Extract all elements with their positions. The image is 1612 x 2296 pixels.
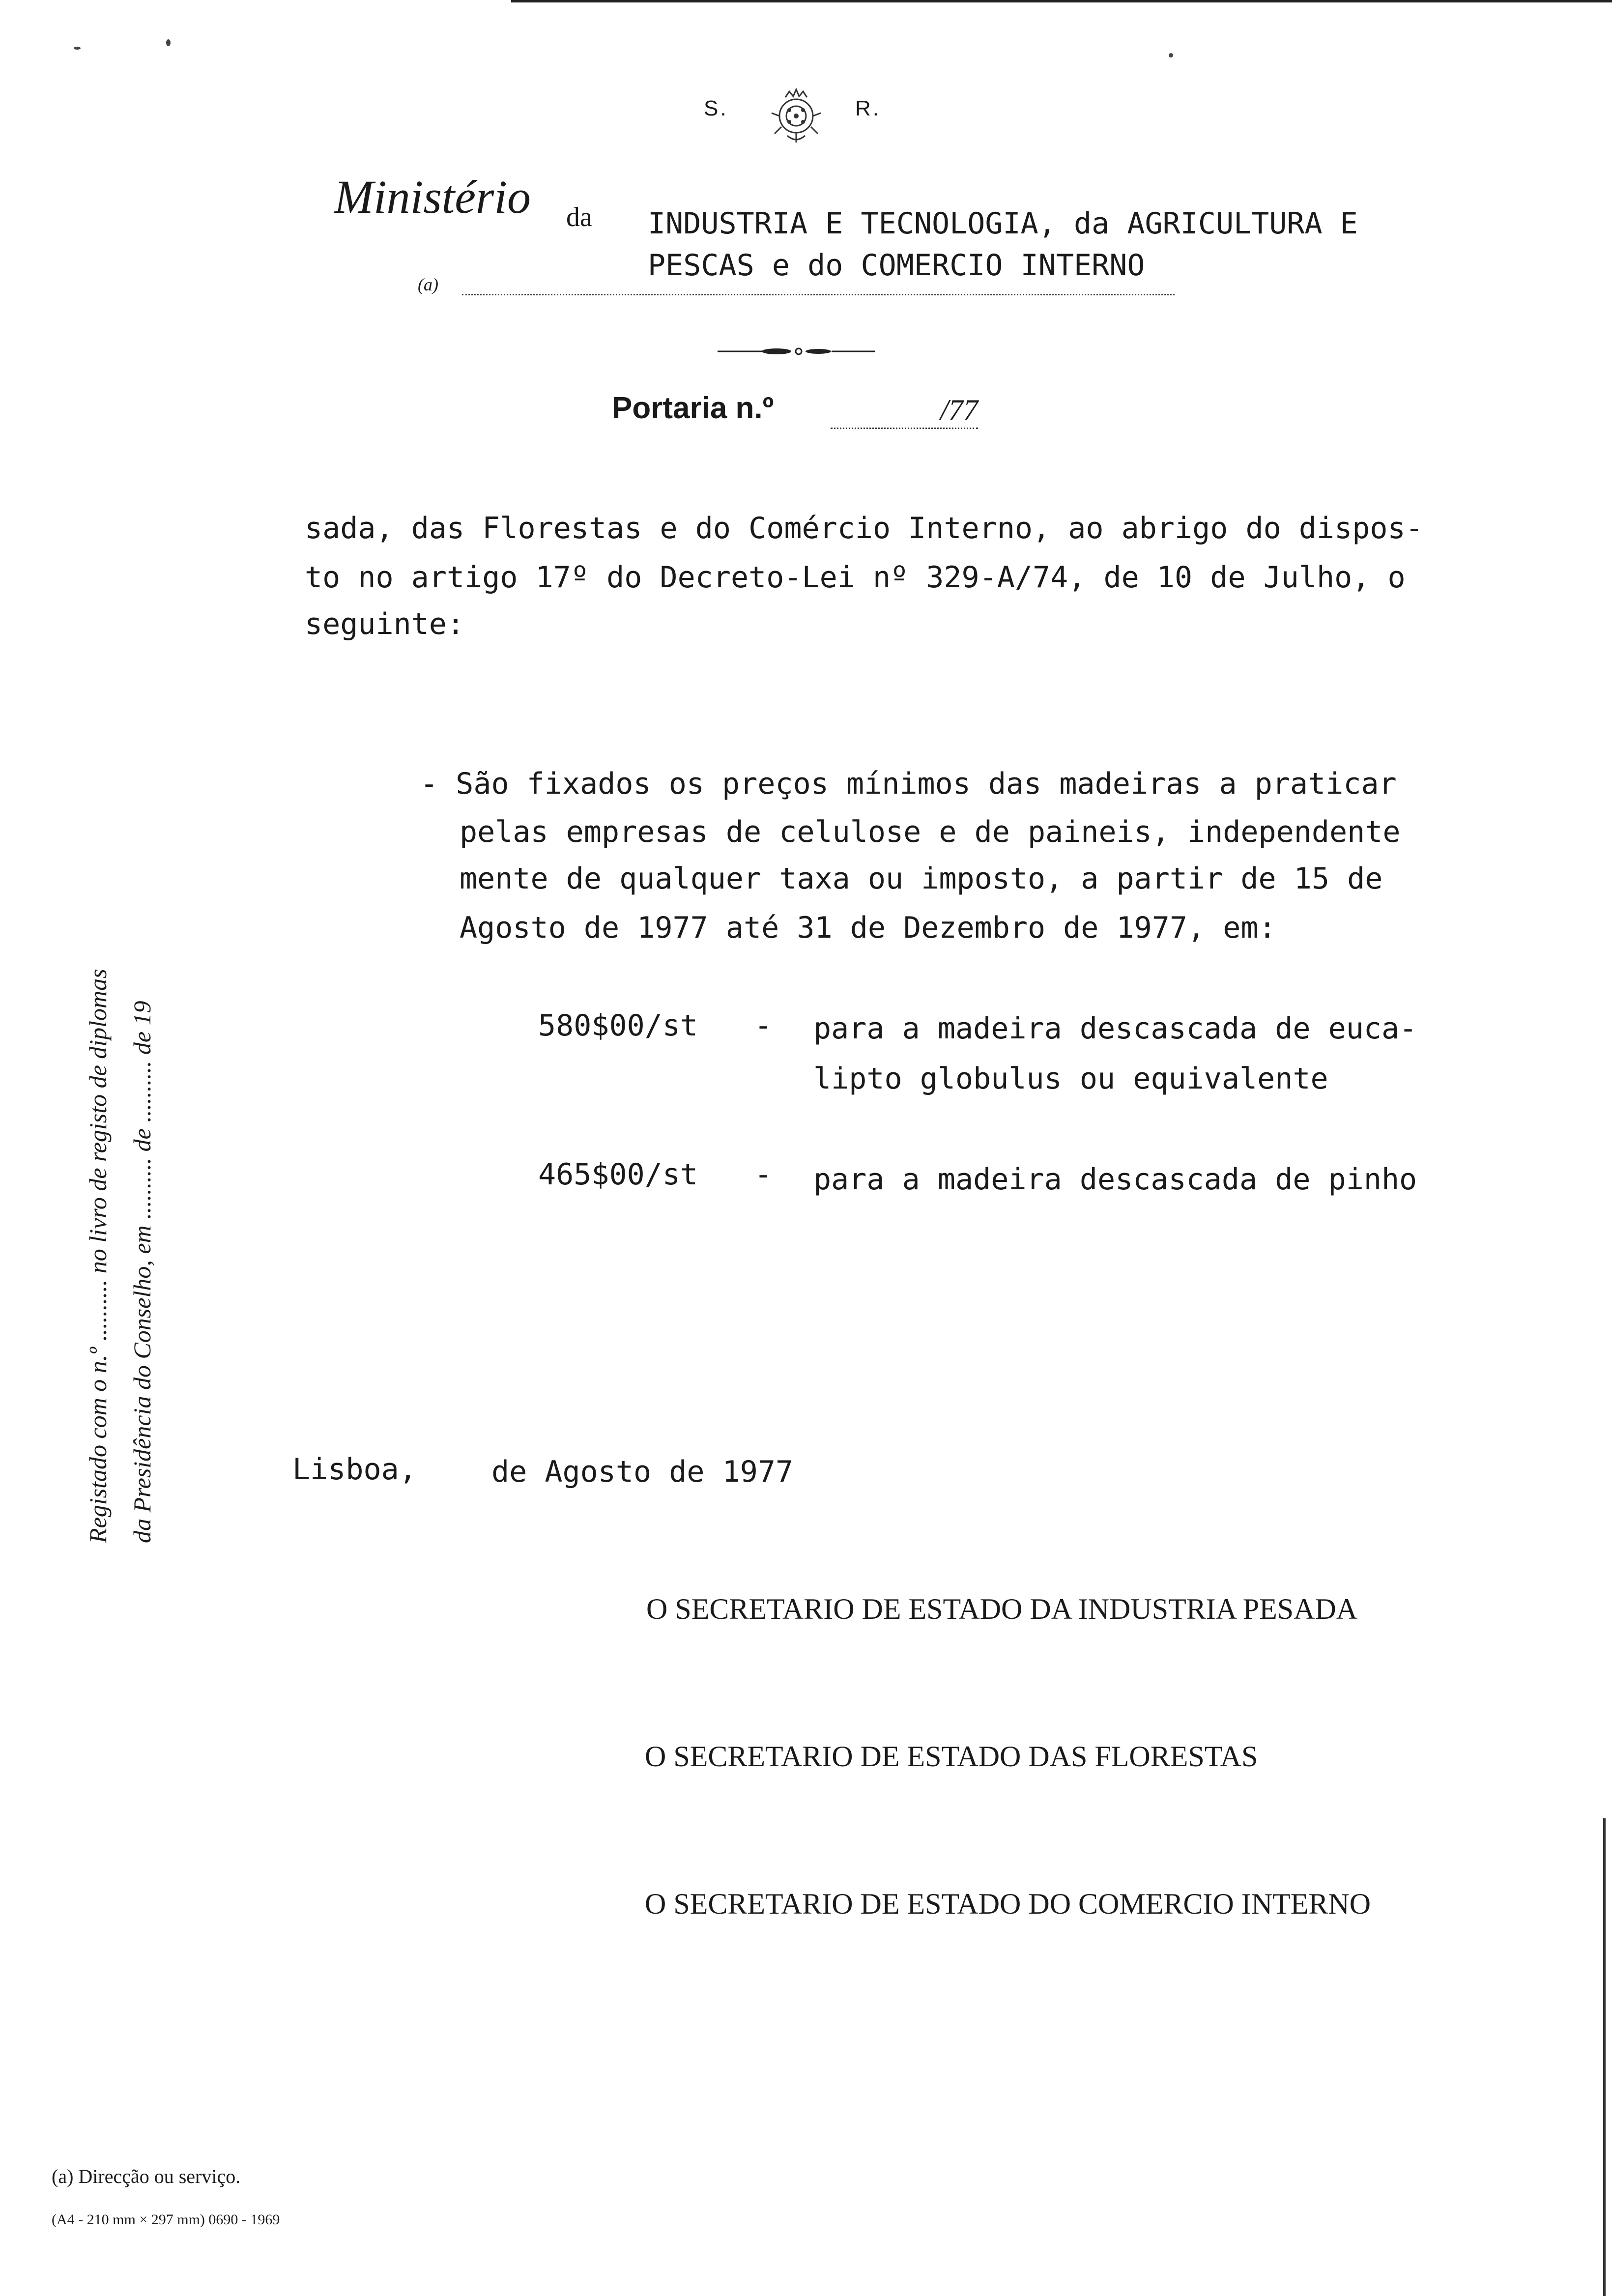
form-reference: (A4 - 210 mm × 297 mm) 0690 - 1969 (52, 2211, 280, 2228)
decree-item-line: mente de qualquer taxa ou imposto, a partir de 15 de (460, 861, 1383, 896)
registry-line-2: da Presidência do Conselho, em .......... de .......... de 19 (128, 1001, 156, 1543)
registry-line-1: Registado com o n.º .......... no livro de registo de diplomas (84, 969, 112, 1543)
ministry-name-line-1: INDUSTRIA E TECNOLOGIA, da AGRICULTURA E (648, 206, 1358, 241)
footnote-mark: (a) (418, 275, 438, 294)
portaria-label: Portaria n.º (612, 391, 774, 425)
intro-line: sada, das Florestas e do Comércio Interno, ao abrigo do dispos- (305, 511, 1423, 545)
scan-speck (74, 47, 81, 50)
intro-line: seguinte: (305, 607, 465, 641)
price-description: para a madeira descascada de pinho (813, 1162, 1417, 1197)
dotted-fill-line (462, 294, 1175, 295)
page-edge-line (1603, 1818, 1606, 2296)
price-value: 580$00/st (538, 1008, 698, 1043)
ornament-divider (718, 346, 875, 356)
ministry-preposition: da (566, 202, 592, 232)
portaria-number-field (831, 393, 978, 429)
price-dash: - (754, 1008, 773, 1043)
decree-item-line: Agosto de 1977 até 31 de Dezembro de 1977, em: (460, 911, 1276, 945)
price-value: 465$00/st (538, 1157, 698, 1192)
decree-item-line: pelas empresas de celulose e de paineis, independente (460, 815, 1401, 849)
scan-speck (1169, 53, 1173, 57)
date-text: de Agosto de 1977 (491, 1455, 794, 1489)
signatory-line: O SECRETARIO DE ESTADO DO COMERCIO INTERNO (645, 1888, 1371, 1920)
registry-margin-note (54, 659, 172, 1553)
top-border-line (511, 0, 1612, 2)
scan-speck (166, 39, 171, 46)
emblem-left-letter: S. (704, 96, 728, 120)
date-city: Lisboa, (292, 1452, 417, 1487)
signatory-line: O SECRETARIO DE ESTADO DAS FLORESTAS (645, 1740, 1258, 1773)
coat-of-arms-icon (757, 83, 835, 146)
price-dash: - (754, 1157, 773, 1192)
intro-line: to no artigo 17º do Decreto-Lei nº 329-A/74, de 10 de Julho, o (305, 560, 1406, 595)
portaria-number: /77 (940, 394, 978, 426)
ministry-name-line-2: PESCAS e do COMERCIO INTERNO (648, 248, 1145, 283)
price-description: para a madeira descascada de euca- (813, 1011, 1417, 1046)
emblem-right-letter: R. (855, 96, 881, 120)
ministry-label: Ministério (334, 171, 531, 223)
decree-item-line: - São fixados os preços mínimos das madeiras a praticar (420, 767, 1397, 801)
signatory-line: O SECRETARIO DE ESTADO DA INDUSTRIA PESADA (646, 1593, 1358, 1625)
price-description: lipto globulus ou equivalente (813, 1062, 1328, 1096)
footnote-text: (a) Direcção ou serviço. (52, 2165, 241, 2187)
